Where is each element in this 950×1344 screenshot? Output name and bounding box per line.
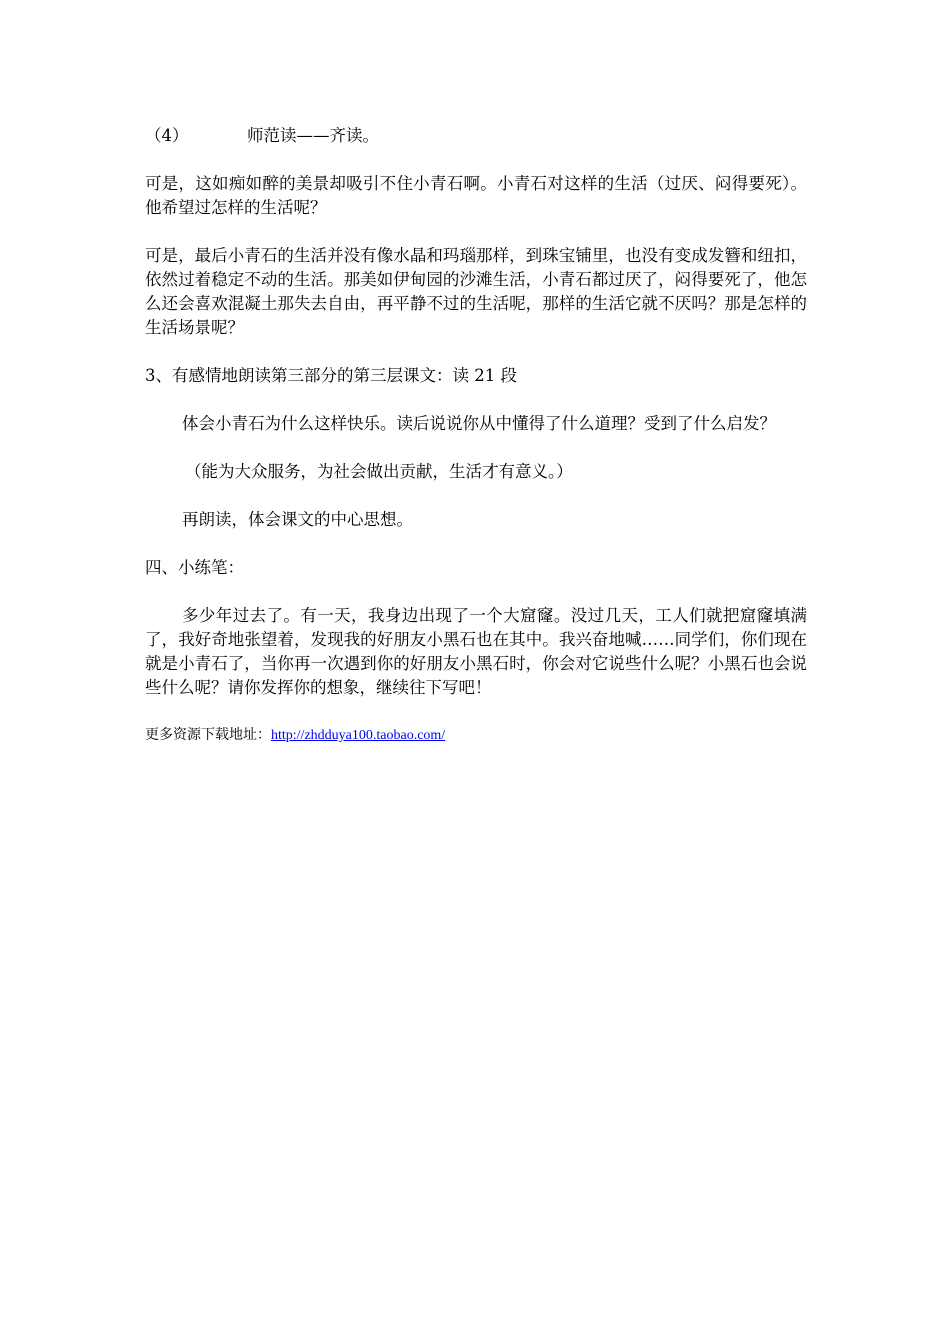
item-4-text: 师范读——齐读。 (247, 126, 379, 145)
section-4-heading: 四、小练笔： (145, 558, 244, 577)
paragraph-reread: 再朗读，体会课文的中心思想。 (182, 510, 413, 529)
item-4-label: （4） (145, 126, 189, 145)
footer-label: 更多资源下载地址： (145, 727, 271, 743)
paragraph-answer: （能为大众服务，为社会做出贡献，生活才有意义。） (185, 462, 573, 481)
paragraph-1: 可是，这如痴如醉的美景却吸引不住小青石啊。小青石对这样的生活（过厌、闷得要死）。他希望过怎样的生活呢？ (145, 174, 807, 217)
item-4 (145, 124, 807, 148)
paragraph-writing-exercise: 多少年过去了。有一天，我身边出现了一个大窟窿。没过几天，工人们就把窟窿填满了，我好奇地张望着，发现我的好朋友小黑石也在其中。我兴奋地喊……同学们，你们现在就是小青石了，当你再一次遇到你的好朋友小黑石时，你会对它说些什么呢？小黑石也会说些什么呢？请你发挥你的想象，继续往下写吧！ (145, 606, 807, 697)
paragraph-reflection: 体会小青石为什么这样快乐。读后说说你从中懂得了什么道理？受到了什么启发？ (182, 414, 776, 433)
footer-resource-line (145, 724, 807, 747)
footer-link[interactable]: http://zhdduya100.taobao.com/ (271, 728, 446, 743)
paragraph-2: 可是，最后小青石的生活并没有像水晶和玛瑙那样，到珠宝铺里，也没有变成发簪和纽扣，依然过着稳定不动的生活。那美如伊甸园的沙滩生活，小青石都过厌了，闷得要死了，他怎么还会喜欢混凝土那失去自由，再平静不过的生活呢，那样的生活它就不厌吗？那是怎样的生活场景呢？ (145, 246, 807, 337)
section-3-heading: 3、有感情地朗读第三部分的第三层课文：读 21 段 (145, 366, 517, 385)
document-body (145, 124, 807, 747)
